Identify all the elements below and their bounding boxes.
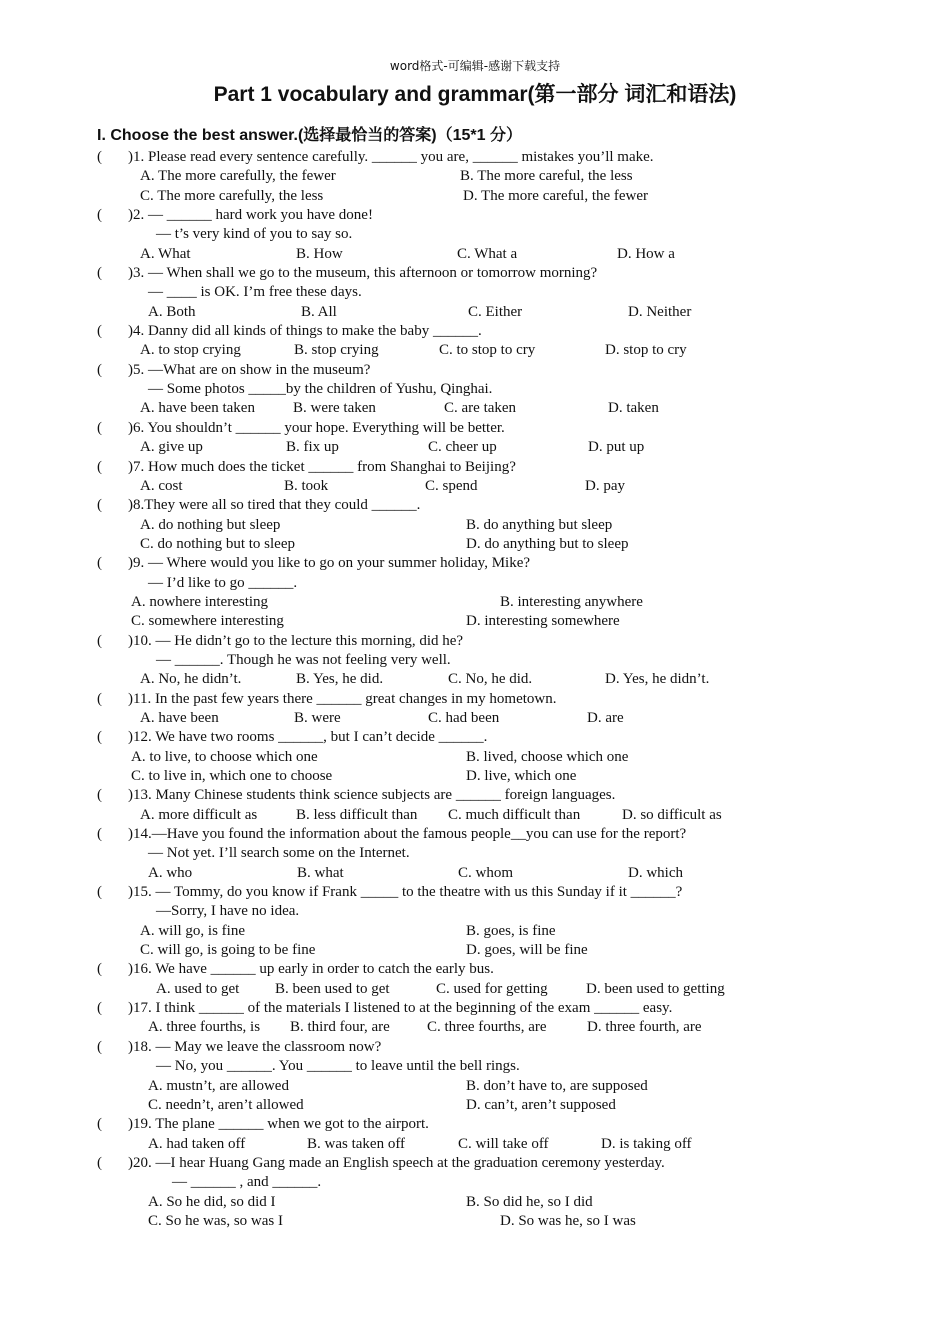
answer-option: A. have been [140, 709, 219, 726]
answer-option: B. were taken [293, 400, 376, 417]
answer-option: D. stop to cry [605, 342, 687, 359]
answer-option: C. So he was, so was I [148, 1212, 283, 1229]
answer-option: C. whom [458, 864, 514, 881]
answer-option: C. to stop to cry [439, 342, 536, 359]
answer-option: B. were [294, 709, 341, 726]
answer-blank: ( [97, 729, 102, 746]
option-line [0, 612, 950, 631]
answer-option: A. who [148, 864, 193, 881]
question-line [0, 960, 950, 979]
question-text: )17. I think ______ of the materials I listened to at the beginning of the exam ______ easy. [128, 1000, 673, 1017]
answer-option: B. fix up [286, 439, 339, 456]
answer-option: B. Yes, he did. [296, 671, 384, 688]
option-line [0, 670, 950, 689]
answer-option: A. So he did, so did I [148, 1193, 276, 1210]
answer-option: C. used for getting [436, 980, 548, 997]
question-text: )10. — He didn’t go to the lecture this morning, did he? [128, 632, 464, 649]
answer-option: — ______ , and ______. [172, 1174, 322, 1191]
answer-option: B. The more careful, the less [460, 168, 633, 185]
option-line [0, 1173, 950, 1192]
option-line [0, 341, 950, 360]
answer-option: A. to live, to choose which one [131, 748, 318, 765]
option-line [0, 283, 950, 302]
option-line [0, 187, 950, 206]
answer-option: C. will take off [458, 1135, 549, 1152]
answer-option: B. All [301, 303, 337, 320]
answer-option: D. three fourth, are [587, 1019, 702, 1036]
answer-option: A. The more carefully, the fewer [140, 168, 336, 185]
answer-option: B. So did he, so I did [466, 1193, 593, 1210]
answer-option: C. do nothing but to sleep [140, 535, 295, 552]
option-line [0, 303, 950, 322]
answer-option: — No, you ______. You ______ to leave until the bell rings. [156, 1058, 520, 1075]
answer-option: D. which [628, 864, 683, 881]
question-text: )14.—Have you found the information about the famous people__you can use for the report? [128, 826, 687, 843]
answer-option: — ____ is OK. I’m free these days. [148, 284, 362, 301]
option-line [0, 806, 950, 825]
answer-blank: ( [97, 323, 102, 340]
option-line [0, 767, 950, 786]
option-line [0, 980, 950, 999]
answer-option: B. don’t have to, are supposed [466, 1077, 648, 1094]
option-line [0, 380, 950, 399]
answer-option: B. do anything but sleep [466, 516, 613, 533]
question-line [0, 1154, 950, 1173]
answer-option: — ______. Though he was not feeling very well. [156, 651, 451, 668]
option-line [0, 1193, 950, 1212]
answer-blank: ( [97, 1000, 102, 1017]
question-line [0, 264, 950, 283]
option-line [0, 748, 950, 767]
question-line [0, 496, 950, 515]
answer-option: A. to stop crying [140, 342, 241, 359]
question-line [0, 361, 950, 380]
answer-option: D. goes, will be fine [466, 942, 588, 959]
answer-blank: ( [97, 555, 102, 572]
question-line [0, 322, 950, 341]
answer-option: D. How a [617, 245, 675, 262]
answer-blank: ( [97, 207, 102, 224]
answer-option: B. less difficult than [296, 806, 418, 823]
answer-option: C. needn’t, aren’t allowed [148, 1096, 304, 1113]
answer-option: C. are taken [444, 400, 517, 417]
answer-option: A. No, he didn’t. [140, 671, 242, 688]
option-line [0, 1077, 950, 1096]
answer-option: A. have been taken [140, 400, 255, 417]
answer-option: C. will go, is going to be fine [140, 942, 316, 959]
answer-option: D. can’t, aren’t supposed [466, 1096, 616, 1113]
question-text: )3. — When shall we go to the museum, this afternoon or tomorrow morning? [128, 265, 598, 282]
question-text: )11. In the past few years there ______ great changes in my hometown. [128, 690, 557, 707]
answer-option: A. Both [148, 303, 196, 320]
option-line [0, 922, 950, 941]
option-line [0, 1057, 950, 1076]
question-line [0, 825, 950, 844]
section-title: I. Choose the best answer.(选择最恰当的答案)（15*1 分） [97, 127, 522, 144]
answer-blank: ( [97, 884, 102, 901]
question-line [0, 728, 950, 747]
question-text: )20. —I hear Huang Gang made an English speech at the graduation ceremony yesterday. [128, 1154, 665, 1171]
question-text: )1. Please read every sentence carefully. ______ you are, ______ mistakes you’ll make. [128, 149, 654, 165]
question-text: )12. We have two rooms ______, but I can’t decide ______. [128, 729, 488, 746]
answer-option: A. used to get [156, 980, 240, 997]
question-text: )16. We have ______ up early in order to catch the early bus. [128, 961, 494, 978]
question-line [0, 554, 950, 573]
answer-option: D. so difficult as [622, 806, 722, 823]
answer-blank: ( [97, 690, 102, 707]
option-line [0, 516, 950, 535]
option-line [0, 167, 950, 186]
answer-option: B. was taken off [307, 1135, 406, 1152]
answer-option: D. taken [608, 400, 659, 417]
question-line [0, 458, 950, 477]
answer-option: C. three fourths, are [427, 1019, 547, 1036]
question-line [0, 1038, 950, 1057]
answer-option: C. The more carefully, the less [140, 187, 324, 204]
answer-option: D. interesting somewhere [466, 613, 620, 630]
option-line [0, 1096, 950, 1115]
question-line [0, 1115, 950, 1134]
question-text: )6. You shouldn’t ______ your hope. Everything will be better. [128, 419, 505, 436]
answer-option: — Some photos _____by the children of Yushu, Qinghai. [148, 381, 493, 398]
answer-option: A. mustn’t, are allowed [148, 1077, 289, 1094]
answer-option: B. took [284, 477, 329, 494]
question-text: )19. The plane ______ when we got to the airport. [128, 1116, 429, 1133]
question-text: )9. — Where would you like to go on your summer holiday, Mike? [128, 555, 531, 572]
answer-blank: ( [97, 497, 102, 514]
answer-option: —Sorry, I have no idea. [156, 903, 300, 920]
answer-option: A. nowhere interesting [131, 593, 269, 610]
option-line [0, 864, 950, 883]
answer-blank: ( [97, 361, 102, 378]
option-line [0, 709, 950, 728]
question-list [0, 148, 950, 1231]
answer-option: A. three fourths, is [148, 1019, 261, 1036]
answer-option: — t’s very kind of you to say so. [156, 226, 353, 243]
question-line [0, 419, 950, 438]
answer-option: D. Neither [628, 303, 692, 320]
answer-option: C. had been [428, 709, 500, 726]
question-line [0, 632, 950, 651]
answer-blank: ( [97, 1038, 102, 1055]
answer-option: B. interesting anywhere [500, 593, 643, 610]
question-line [0, 786, 950, 805]
answer-blank: ( [97, 1154, 102, 1171]
question-line [0, 999, 950, 1018]
answer-blank: ( [97, 458, 102, 475]
option-line [0, 535, 950, 554]
answer-option: A. What [140, 245, 191, 262]
question-line [0, 206, 950, 225]
answer-option: C. No, he did. [448, 671, 533, 688]
question-text: )13. Many Chinese students think science subjects are ______ foreign languages. [128, 787, 616, 804]
answer-option: A. had taken off [148, 1135, 246, 1152]
answer-option: — I’d like to go ______. [148, 574, 298, 591]
answer-option: D. live, which one [466, 768, 577, 784]
answer-option: C. What a [457, 245, 518, 262]
answer-option: D. do anything but to sleep [466, 535, 629, 552]
option-line [0, 245, 950, 264]
question-text: )8.They were all so tired that they could ______. [128, 497, 421, 514]
question-text: )5. —What are on show in the museum? [128, 361, 371, 378]
option-line [0, 574, 950, 593]
question-text: )4. Danny did all kinds of things to make the baby ______. [128, 323, 482, 340]
answer-blank: ( [97, 419, 102, 436]
answer-option: C. somewhere interesting [131, 613, 284, 630]
page-header-note: word格式-可编辑-感谢下载支持 [389, 59, 561, 73]
answer-option: D. is taking off [601, 1135, 692, 1152]
option-line [0, 477, 950, 496]
answer-blank: ( [97, 787, 102, 804]
answer-blank: ( [97, 632, 102, 649]
answer-option: C. much difficult than [448, 806, 581, 823]
page-title: Part 1 vocabulary and grammar(第一部分 词汇和语法) [213, 83, 737, 106]
question-text: )2. — ______ hard work you have done! [128, 207, 373, 224]
question-line [0, 883, 950, 902]
question-text: )18. — May we leave the classroom now? [128, 1038, 382, 1055]
option-line [0, 438, 950, 457]
answer-option: D. pay [585, 477, 625, 494]
answer-option: B. How [296, 245, 343, 262]
question-line [0, 690, 950, 709]
answer-option: B. been used to get [275, 980, 390, 997]
option-line [0, 399, 950, 418]
answer-option: — Not yet. I’ll search some on the Internet. [148, 845, 410, 862]
question-text: )15. — Tommy, do you know if Frank _____ to the theatre with us this Sunday if it ______? [128, 884, 683, 901]
option-line [0, 651, 950, 670]
answer-option: B. goes, is fine [466, 922, 556, 939]
answer-blank: ( [97, 265, 102, 282]
answer-option: C. spend [425, 477, 478, 494]
option-line [0, 902, 950, 921]
answer-blank: ( [97, 961, 102, 978]
answer-option: B. what [297, 864, 344, 881]
question-text: )7. How much does the ticket ______ from Shanghai to Beijing? [128, 458, 516, 475]
answer-blank: ( [97, 826, 102, 843]
question-line [0, 148, 950, 167]
answer-option: A. more difficult as [140, 806, 258, 823]
option-line [0, 593, 950, 612]
answer-option: B. third four, are [290, 1019, 390, 1036]
answer-blank: ( [97, 1116, 102, 1133]
answer-option: A. give up [140, 439, 203, 456]
answer-option: B. lived, choose which one [466, 748, 629, 765]
answer-option: D. The more careful, the fewer [463, 187, 649, 204]
option-line [0, 844, 950, 863]
answer-option: C. Either [468, 303, 523, 320]
answer-option: D. So was he, so I was [500, 1212, 636, 1229]
option-line [0, 941, 950, 960]
answer-option: D. Yes, he didn’t. [605, 671, 710, 688]
answer-option: C. cheer up [428, 439, 497, 456]
answer-option: A. do nothing but sleep [140, 516, 281, 533]
option-line [0, 225, 950, 244]
answer-option: C. to live in, which one to choose [131, 768, 333, 784]
answer-option: D. are [587, 709, 624, 726]
option-line [0, 1018, 950, 1037]
option-line [0, 1212, 950, 1231]
answer-option: B. stop crying [294, 342, 379, 359]
answer-blank: ( [97, 149, 102, 165]
answer-option: A. will go, is fine [140, 922, 245, 939]
option-line [0, 1135, 950, 1154]
answer-option: D. put up [588, 439, 645, 456]
answer-option: D. been used to getting [586, 980, 725, 997]
answer-option: A. cost [140, 477, 183, 494]
